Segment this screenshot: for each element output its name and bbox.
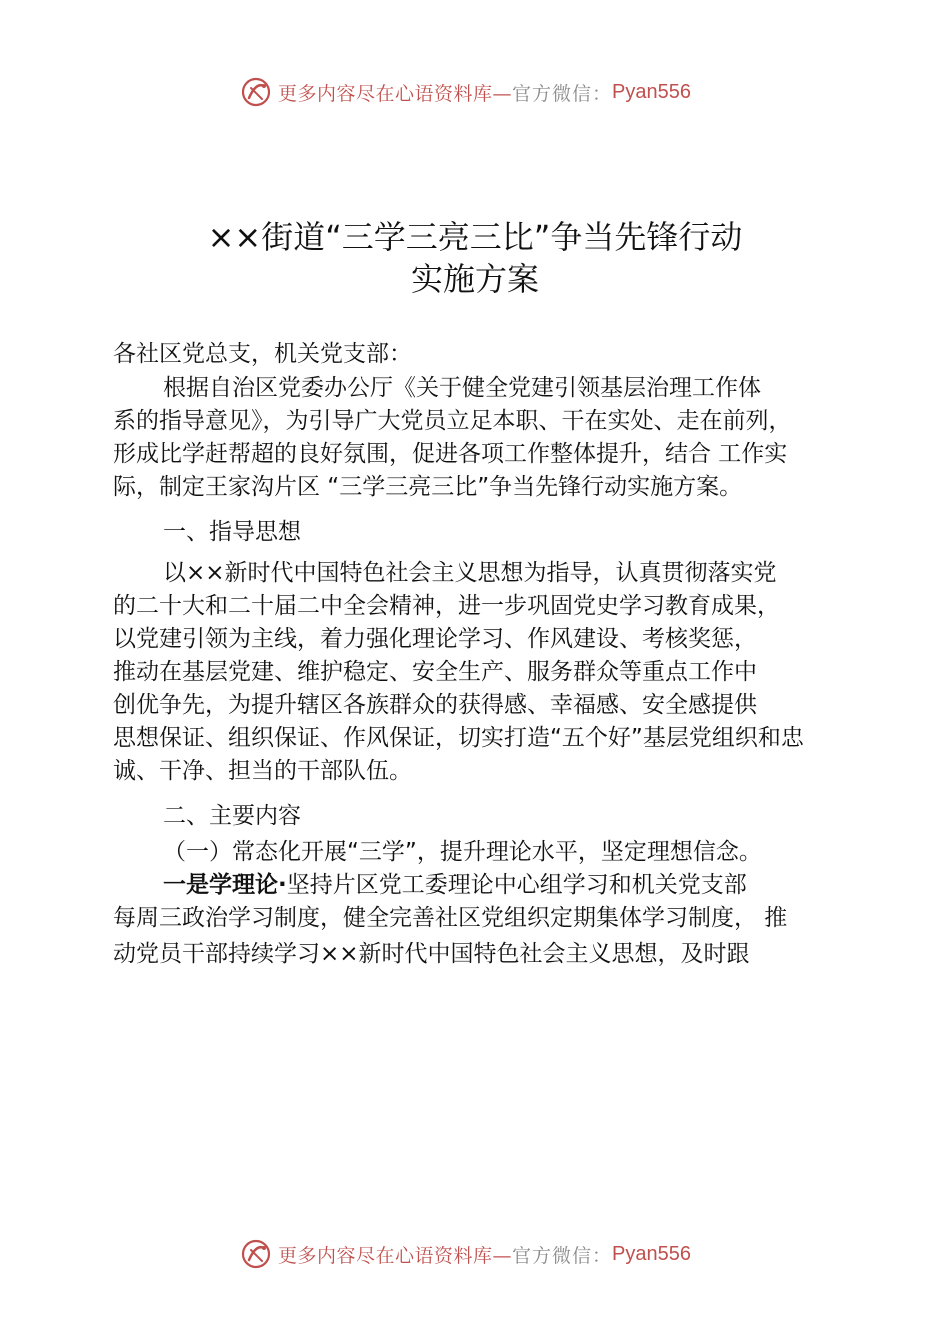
paragraph-line: 系的指导意见》，为引导广大党员立足本职、干在实处、走在前列， [113,408,792,434]
watermark-wechat-label: 官方微信： [512,1244,613,1267]
paragraph-line: 每周三政治学习制度，健全完善社区党组织定期集体学习制度， 推 [113,905,788,931]
paragraph-line: 推动在基层党建、维护稳定、安全生产、服务群众等重点工作中 [113,659,757,685]
document-title-line-2: 实施方案 [410,260,539,298]
watermark-wechat-id: Pyan556 [612,1242,691,1265]
paragraph-line: 根据自治区党委办公厅《关于健全党建引领基层治理工作体 [163,375,761,401]
watermark-wechat-id: Pyan556 [612,80,691,103]
paragraph-line: 动党员干部持续学习××新时代中国特色社会主义思想，及时跟 [113,941,750,967]
logo-icon [240,76,272,108]
watermark-wechat-label: 官方微信： [512,82,613,105]
point-text: 坚持片区党工委理论中心组学习和机关党支部 [286,872,747,898]
paragraph-line: 创优争先，为提升辖区各族群众的获得感、幸福感、安全感提供 [113,692,757,718]
document-title-line-1: ××街道“三学三亮三比”争当先锋行动 [207,218,743,256]
watermark-header [240,74,691,110]
paragraph-line: 的二十大和二十届二中全会精神，进一步巩固党史学习教育成果， [113,593,780,619]
paragraph-line: 形成比学赶帮超的良好氛围，促进各项工作整体提升，结合 工作实 [113,441,788,467]
paragraph-line: 以××新时代中国特色社会主义思想为指导，认真贯彻落实党 [163,560,777,586]
watermark-text: 更多内容尽在心语资料库— [278,1244,513,1267]
point-label: 一是学理论· [163,872,287,898]
paragraph-line: 以党建引领为主线，着力强化理论学习、作风建设、考核奖惩， [113,626,757,652]
subheading: （一）常态化开展“三学”，提升理论水平，坚定理想信念。 [163,839,762,865]
section-heading-2: 二、主要内容 [163,803,301,829]
salutation: 各社区党总支，机关党支部： [113,341,412,367]
paragraph-line: 际，制定王家沟片区 “三学三亮三比”争当先锋行动实施方案。 [113,474,743,500]
paragraph-line: 思想保证、组织保证、作风保证，切实打造“五个好”基层党组织和忠 [113,725,804,751]
watermark-footer [240,1236,691,1272]
section-heading-1: 一、指导思想 [163,519,301,545]
watermark-text: 更多内容尽在心语资料库— [278,82,513,105]
paragraph-line: 诚、干净、担当的干部队伍。 [113,758,412,784]
logo-icon [240,1238,272,1270]
point-line [163,869,747,902]
